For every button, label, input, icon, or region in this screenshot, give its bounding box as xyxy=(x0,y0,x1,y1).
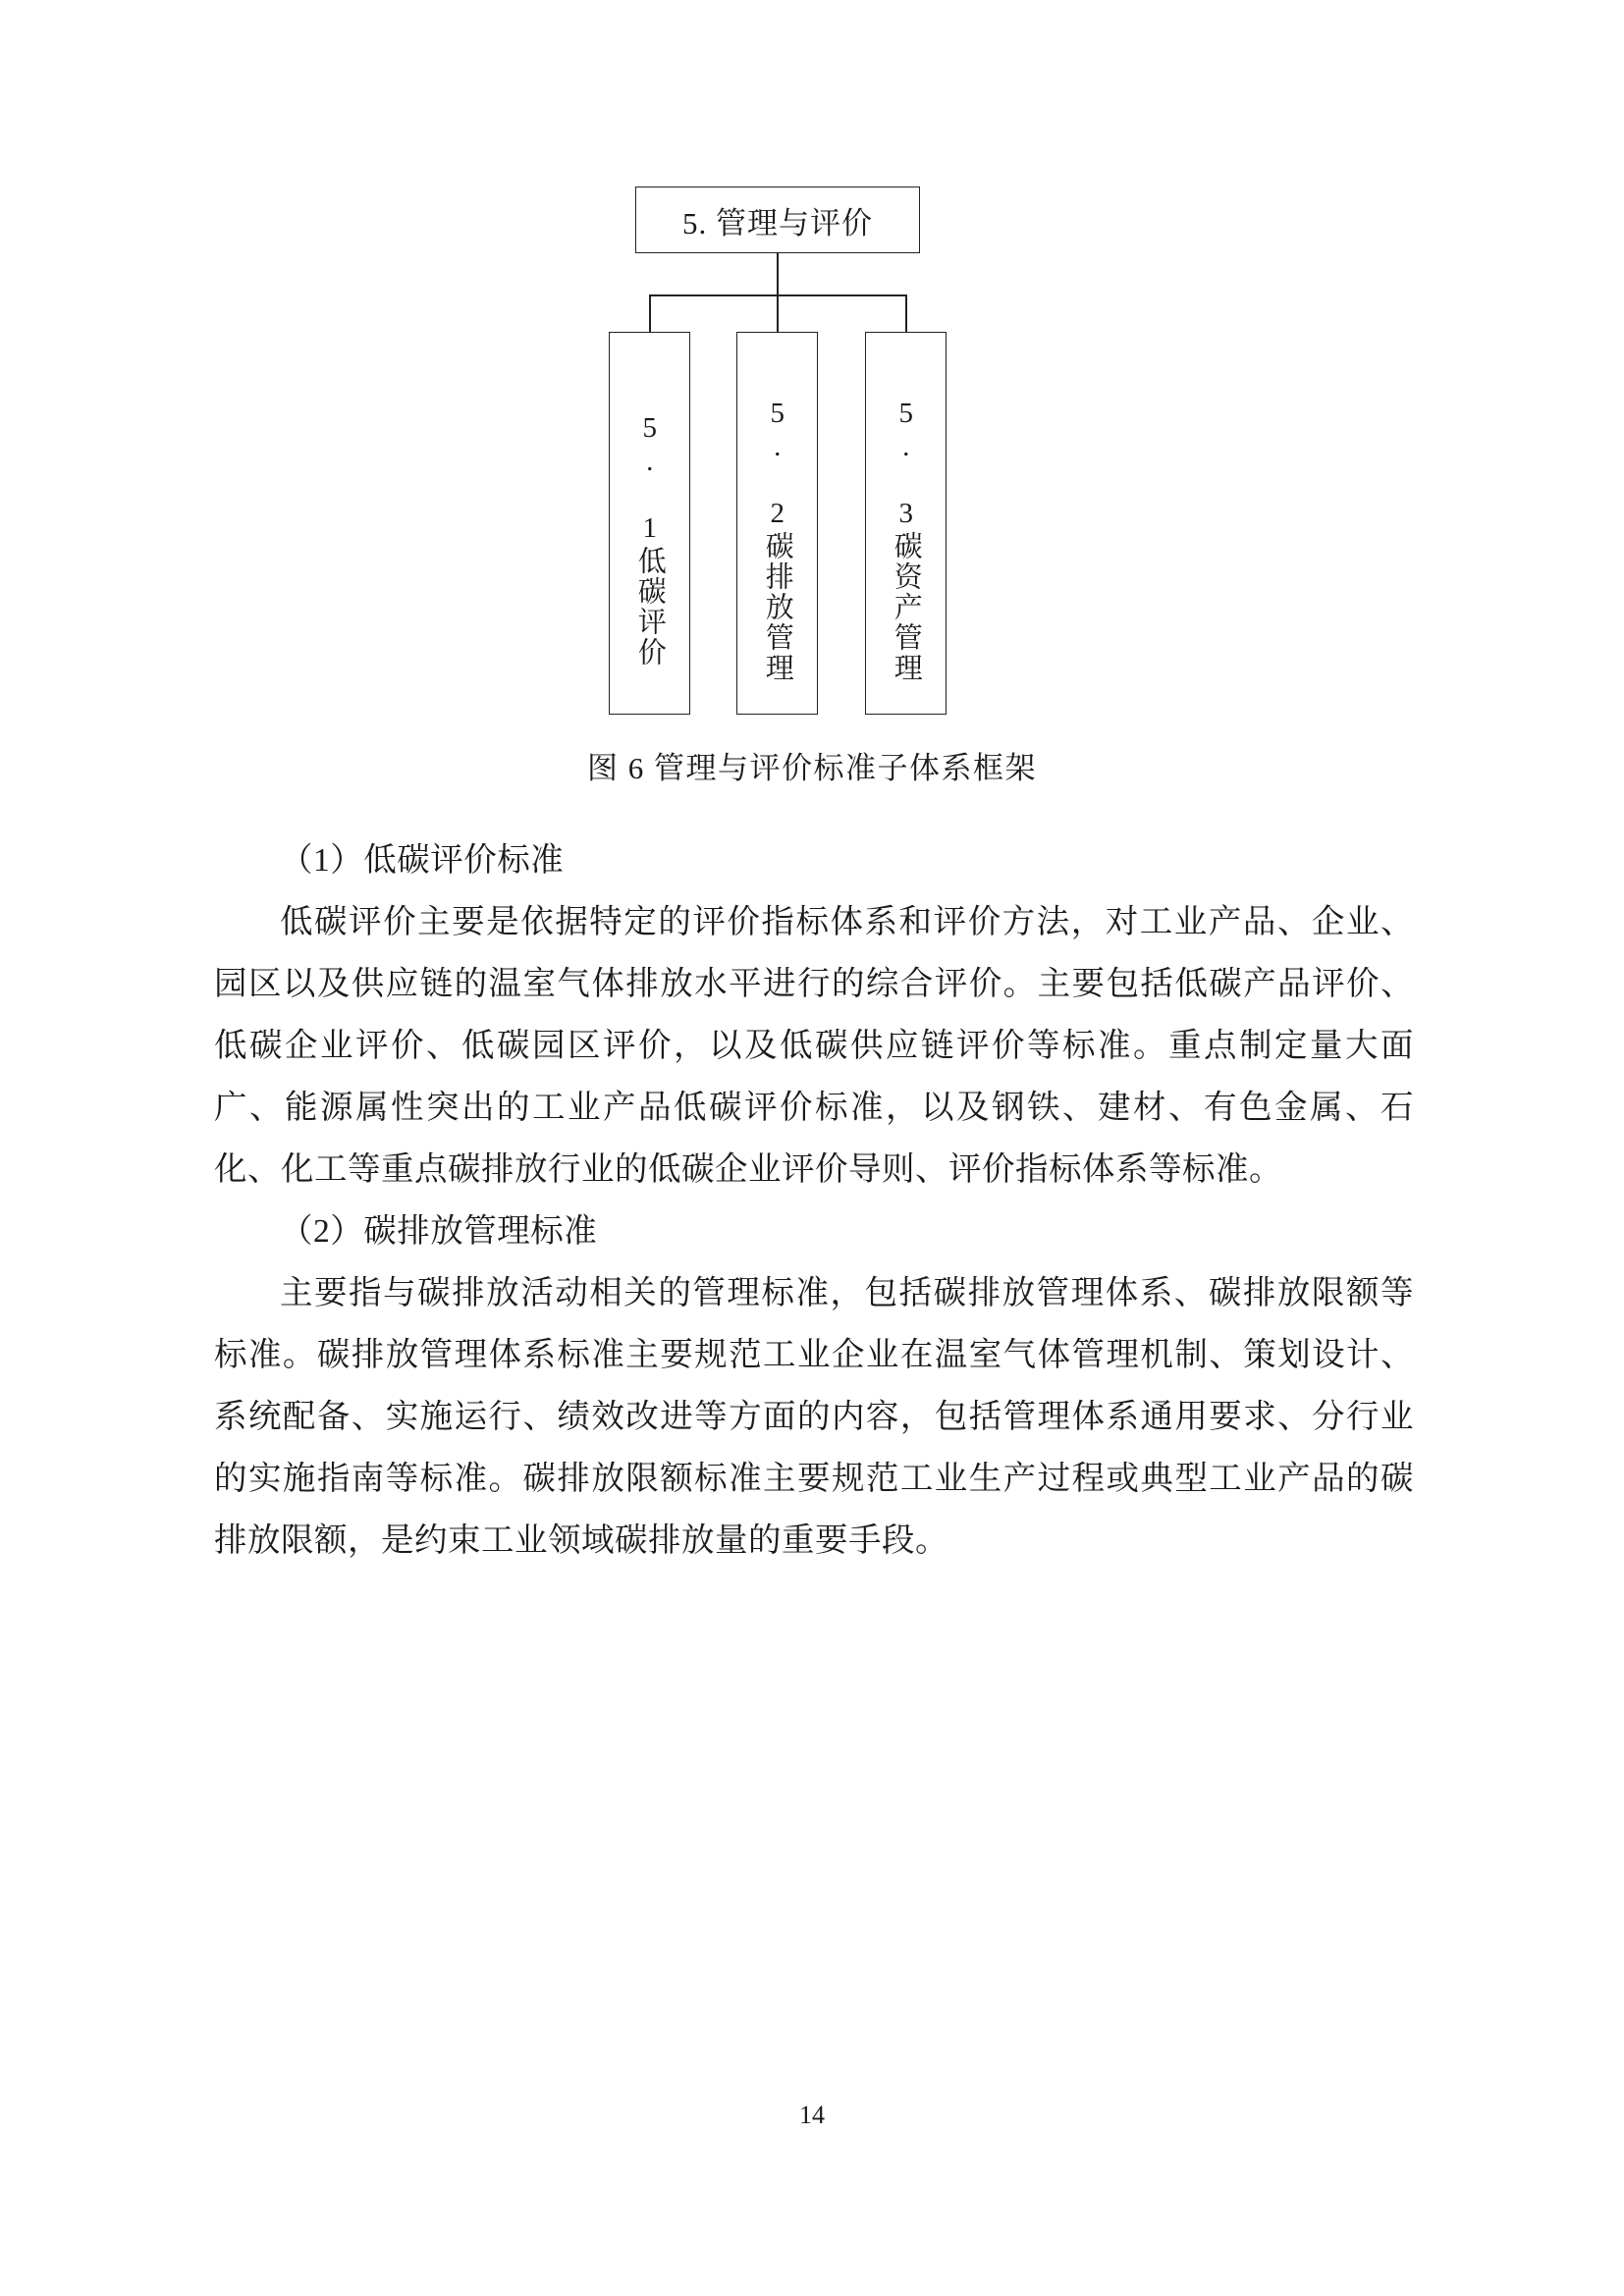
paragraph-2: 主要指与碳排放活动相关的管理标准，包括碳排放管理体系、碳排放限额等标准。碳排放管理体系标准主要规范工业企业在温室气体管理机制、策划设计、系统配备、实施运行、绩效改进等方面的内容，包括管理体系通用要求、分行业的实施指南等标准。碳排放限额标准主要规范工业生产过程或典型工业产品的碳排放限额，是约束工业领域碳排放量的重要手段。 xyxy=(214,1275,1414,1559)
figure-caption: 图 6 管理与评价标准子体系框架 xyxy=(587,751,1037,785)
diagram-root-label: 5. 管理与评价 xyxy=(682,205,873,240)
diagram-node-5-1 xyxy=(609,332,690,715)
connector-child-3-vertical xyxy=(905,294,907,333)
diagram-root-node xyxy=(635,187,920,253)
page-number: 14 xyxy=(799,2101,825,2129)
diagram-node-5-1-label: 5. 1低碳评价 xyxy=(633,412,666,667)
diagram-node-5-2-label: 5. 2碳排放管理 xyxy=(761,397,793,683)
diagram-node-5-2 xyxy=(736,332,818,715)
diagram-node-5-3-label: 5. 3碳资产管理 xyxy=(890,397,922,683)
connector-child-1-vertical xyxy=(649,294,651,333)
section-heading-1: （1）低碳评价标准 xyxy=(280,842,565,879)
section-heading-2: （2）碳排放管理标准 xyxy=(280,1213,598,1250)
figure-block xyxy=(0,187,1624,787)
org-chart-diagram xyxy=(596,187,1028,721)
connector-root-vertical xyxy=(777,253,779,294)
paragraph-1: 低碳评价主要是依据特定的评价指标体系和评价方法，对工业产品、企业、园区以及供应链的温室气体排放水平进行的综合评价。主要包括低碳产品评价、低碳企业评价、低碳园区评价，以及低碳供应链评价等标准。重点制定量大面广、能源属性突出的工业产品低碳评价标准，以及钢铁、建材、有色金属、石化、化工等重点碳排放行业的低碳企业评价导则、评价指标体系等标准。 xyxy=(214,904,1414,1188)
connector-child-2-vertical xyxy=(777,294,779,333)
body-text xyxy=(214,829,1414,1572)
diagram-node-5-3 xyxy=(865,332,947,715)
